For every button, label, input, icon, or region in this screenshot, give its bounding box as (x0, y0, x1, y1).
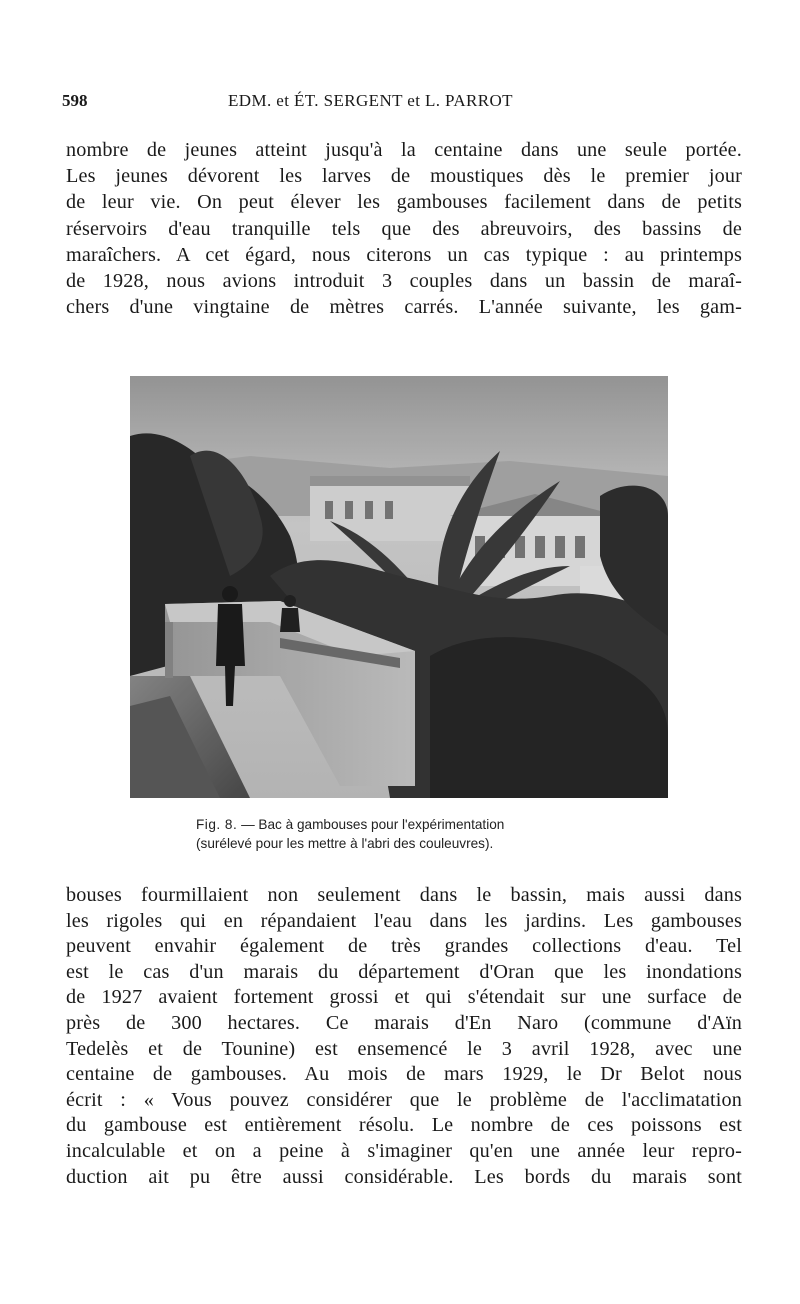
running-title: EDM. et ÉT. SERGENT et L. PARROT (228, 91, 513, 110)
text-line: de 1927 avaient fortement grossi et qui s'étendait sur une surface de (66, 986, 742, 1009)
caption-line-2: (surélevé pour les mettre à l'abri des couleuvres). (196, 836, 494, 851)
paragraph-bottom (66, 883, 742, 1190)
text-line: près de 300 hectares. Ce marais d'En Naro (commune d'Aïn (66, 1011, 742, 1034)
text-line: bouses fourmillaient non seulement dans le bassin, mais aussi dans (66, 884, 742, 906)
text-line: les rigoles qui en répandaient l'eau dans les jardins. Les gambouses (66, 909, 742, 932)
figure-caption (196, 815, 636, 853)
text-line: de leur vie. On peut élever les gambouses facilement dans de petits (66, 191, 742, 214)
text-line: écrit : « Vous pouvez considérer que le problème de l'acclimatation (66, 1088, 742, 1111)
text-line: de 1928, nous avions introduit 3 couples dans un bassin de maraî- (66, 269, 742, 292)
paragraph-top (66, 137, 742, 320)
text-line: nombre de jeunes atteint jusqu'à la centaine dans une seule portée. (66, 139, 742, 161)
text-line: réservoirs d'eau tranquille tels que des abreuvoirs, des bassins de (66, 217, 742, 240)
text-line: incalculable et on a peine à s'imaginer qu'en une année leur repro- (66, 1139, 742, 1162)
text-line: du gambouse est entièrement résolu. Le nombre de ces poissons est (66, 1114, 742, 1137)
text-line: duction ait pu être aussi considérable. Les bords du marais sont (66, 1165, 742, 1188)
figure-photo (130, 376, 668, 798)
text-line: peuvent envahir également de très grandes collections d'eau. Tel (66, 935, 742, 958)
photo-gambusia-tank (130, 376, 668, 798)
running-head (62, 90, 582, 112)
text-line: centaine de gambouses. Au mois de mars 1929, le Dr Belot nous (66, 1063, 742, 1086)
caption-text-1: — Bac à gambouses pour l'expérimentation (241, 817, 505, 832)
text-line: chers d'une vingtaine de mètres carrés. L'année suivante, les gam- (66, 296, 742, 319)
text-line: Tedelès et de Tounine) est ensemencé le 3 avril 1928, avec une (66, 1037, 742, 1060)
text-line: est le cas d'un marais du département d'Oran que les inondations (66, 960, 742, 983)
figure-label: Fig. 8. (196, 817, 238, 832)
page-number: 598 (62, 91, 88, 110)
text-line: maraîchers. A cet égard, nous citerons un cas typique : au printemps (66, 243, 742, 266)
text-line: Les jeunes dévorent les larves de moustiques dès le premier jour (66, 165, 742, 188)
caption-line-1 (196, 815, 636, 834)
